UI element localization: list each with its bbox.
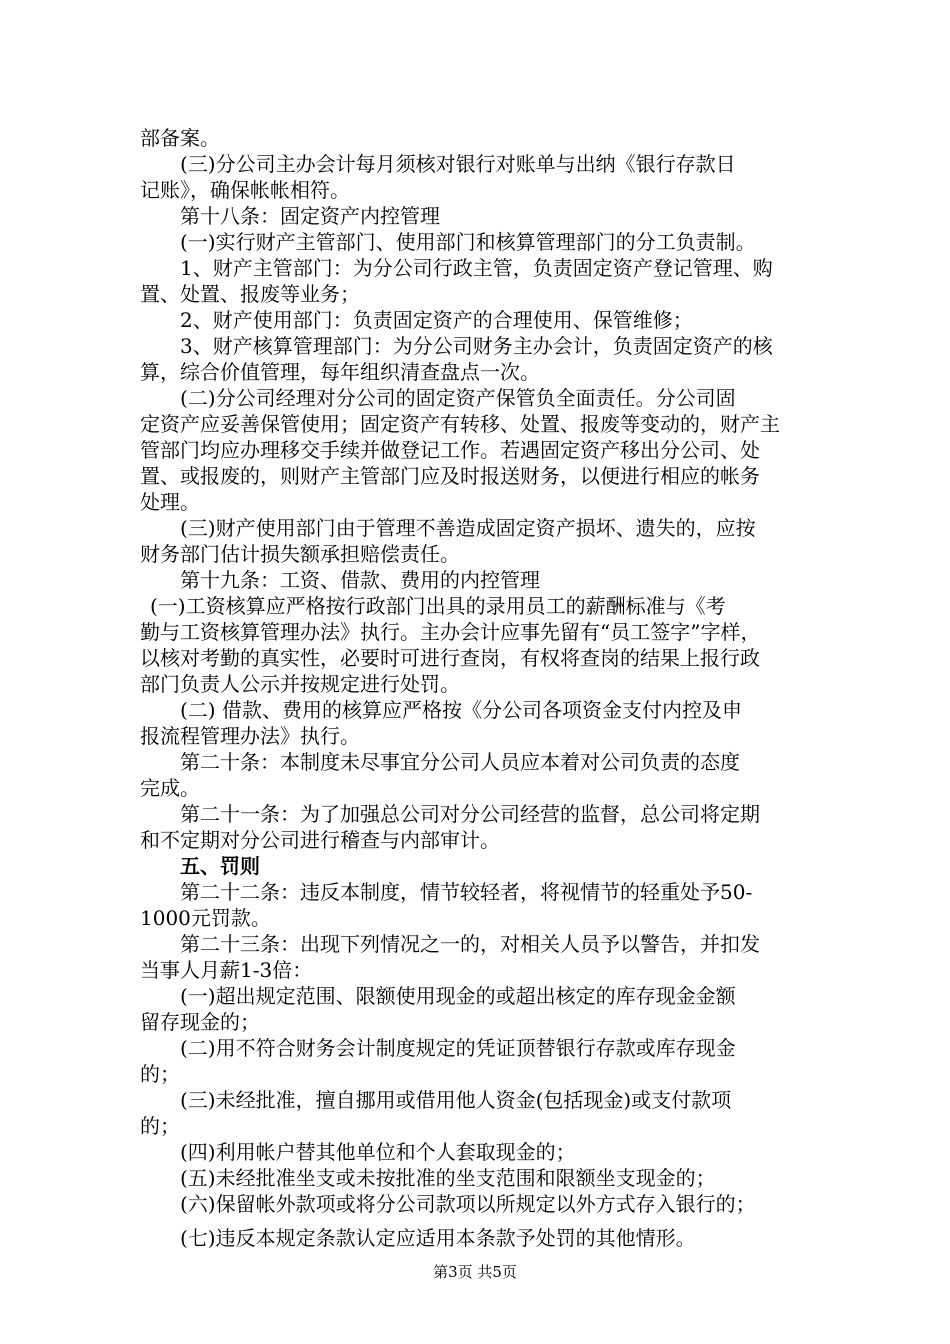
text-line: 勤与工资核算管理办法》执行。主办会计应事先留有“员工签字”字样， — [140, 620, 761, 644]
text-line: (一)超出规定范围、限额使用现金的或超出核定的库存现金金额 — [180, 984, 736, 1008]
text-line: 置、处置、报废等业务； — [140, 282, 360, 306]
text-line: (三)分公司主办会计每月须核对银行对账单与出纳《银行存款日 — [180, 152, 736, 176]
chapter-heading: 五、罚则 — [180, 854, 260, 878]
page-number-footer: 第3页 共5页 — [433, 1263, 517, 1281]
text-line: 的； — [140, 1114, 180, 1138]
text-line: 处理。 — [140, 490, 200, 514]
text-line: 报流程管理办法》执行。 — [140, 724, 360, 748]
text-line: 留存现金的； — [140, 1010, 260, 1034]
text-line: 第二十一条：为了加强总公司对分公司经营的监督，总公司将定期 — [180, 802, 760, 826]
text-line: 当事人月薪1-3倍： — [140, 958, 313, 982]
text-line: 定资产应妥善保管使用；固定资产有转移、处置、报废等变动的，财产主 — [140, 412, 780, 436]
text-line: (一)实行财产主管部门、使用部门和核算管理部门的分工负责制。 — [180, 230, 756, 254]
text-line: (五)未经批准坐支或未按批准的坐支范围和限额坐支现金的； — [180, 1166, 716, 1190]
text-line: 的； — [140, 1062, 180, 1086]
text-line: (二)分公司经理对分公司的固定资产保管负全面责任。分公司固 — [180, 386, 736, 410]
text-line: 和不定期对分公司进行稽查与内部审计。 — [140, 828, 500, 852]
text-line: 1000元罚款。 — [140, 906, 271, 930]
text-line: (四)利用帐户替其他单位和个人套取现金的； — [180, 1140, 576, 1164]
text-line: (二)用不符合财务会计制度规定的凭证顶替银行存款或库存现金 — [180, 1036, 736, 1060]
text-line: (一)工资核算应严格按行政部门出具的录用员工的薪酬标准与《考 — [150, 594, 726, 618]
text-line: 第二十条：本制度未尽事宜分公司人员应本着对公司负责的态度 — [180, 750, 740, 774]
text-line: 置、或报废的，则财产主管部门应及时报送财务，以便进行相应的帐务 — [140, 464, 760, 488]
text-line: 算，综合价值管理，每年组织清查盘点一次。 — [140, 360, 540, 384]
text-line: 部门负责人公示并按规定进行处罚。 — [140, 672, 460, 696]
text-line: (三)财产使用部门由于管理不善造成固定资产损坏、遗失的，应按 — [180, 516, 756, 540]
text-line: 管部门均应办理移交手续并做登记工作。若遇固定资产移出分公司、处 — [140, 438, 760, 462]
text-line: 第二十二条：违反本制度，情节较轻者，将视情节的轻重处予50- — [180, 880, 753, 904]
text-line: (六)保留帐外款项或将分公司款项以所规定以外方式存入银行的； — [180, 1192, 756, 1216]
text-line: (三)未经批准，擅自挪用或借用他人资金(包括现金)或支付款项 — [180, 1088, 732, 1112]
text-line: 部备案。 — [140, 126, 220, 150]
text-line: 1、财产主管部门：为分公司行政主管，负责固定资产登记管理、购 — [180, 256, 773, 280]
section-title: 第十八条：固定资产内控管理 — [180, 204, 440, 228]
text-line: 财务部门估计损失额承担赔偿责任。 — [140, 542, 460, 566]
text-line: 记账》，确保帐帐相符。 — [140, 178, 350, 202]
text-line: 3、财产核算管理部门：为分公司财务主办会计，负责固定资产的核 — [180, 334, 773, 358]
text-line: 第二十三条：出现下列情况之一的，对相关人员予以警告，并扣发 — [180, 932, 760, 956]
text-line: (二) 借款、费用的核算应严格按《分公司各项资金支付内控及申 — [180, 698, 742, 722]
text-line: (七)违反本规定条款认定应适用本条款予处罚的其他情形。 — [180, 1226, 696, 1250]
text-line: 以核对考勤的真实性，必要时可进行查岗，有权将查岗的结果上报行政 — [140, 646, 760, 670]
section-title: 第十九条：工资、借款、费用的内控管理 — [180, 568, 540, 592]
text-line: 完成。 — [140, 776, 200, 800]
text-line: 2、财产使用部门：负责固定资产的合理使用、保管维修； — [180, 308, 693, 332]
